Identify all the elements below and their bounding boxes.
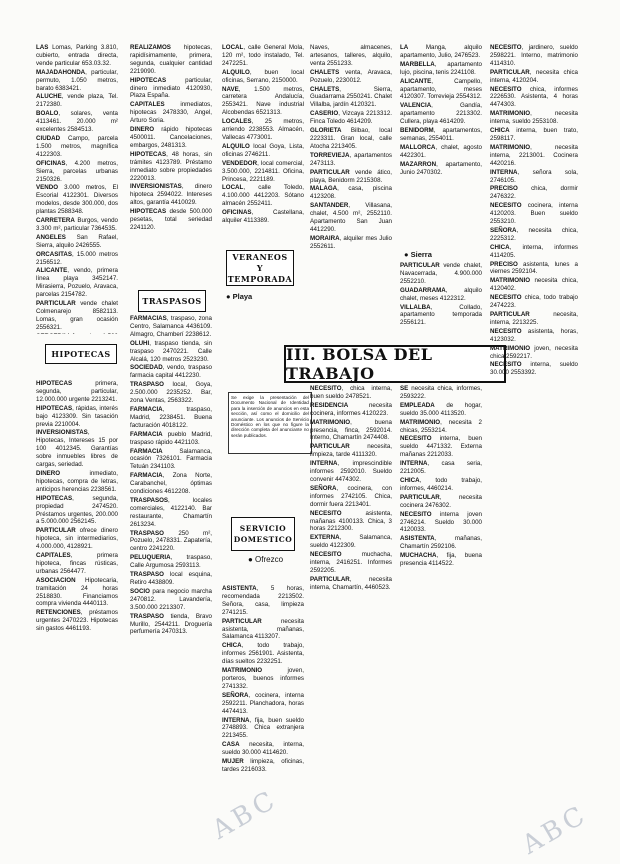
classified-ad: MATRIMONIO, necesita interna, 2213001. Cocinera 4420216. — [490, 143, 578, 167]
classified-ad: NECESITO interna, buen sueldo 4471332. Externa mañanas 2212033. — [400, 435, 482, 459]
classifieds-column-5-trabajo — [400, 385, 482, 860]
classified-ad: BOALO, solares, venta 4113461. 20.000 m² excelentes 2584513. — [36, 110, 118, 134]
classified-ad: Naves, almacenes, artesanos, talleres, alquilo, venta 2551233. — [310, 44, 392, 67]
classified-ad: NECESITO, jardinero, sueldo 2598221. Interno, matrimonio 4114310. — [490, 44, 578, 67]
classified-ad: OFICINAS, Castellana, alquiler 4113389. — [222, 209, 304, 225]
subsection-ofrezco: ● Ofrezco — [248, 555, 284, 564]
classified-ad: TRASPASO local, Goya, 2.500.000 2235252. Bar, zona Ventas, 2563322. — [130, 381, 212, 405]
classified-ad: PELUQUERIA, traspaso, Calle Argumosa 2593113. — [130, 554, 212, 570]
classified-ad: PARTICULAR, necesita cocinera 2476302. — [400, 493, 482, 509]
classified-ad: SE necesita chica, informes, 2593222. — [400, 385, 482, 400]
classified-ad: INTERNA, señora sola, 2746105. — [490, 168, 578, 184]
classified-ad: TRASPASOS, locales comerciales, 4122140. Bar restaurante, Chamartín 2613234. — [130, 496, 212, 528]
classified-ad: CHICA, interna, informes 4114205. — [490, 243, 578, 259]
classified-ad: PARTICULAR necesita asistenta, mañanas, Salamanca 4113207. — [222, 617, 304, 641]
classified-ad: RESIDENCIA necesita cocinera, informes 4120223. — [310, 401, 392, 417]
notice-box: Se exige la presentación del Documento Nacional de Identidad para la inserción de anuncios en esta sección, así como el domicilio del anunciante. Los anuncios de Servicio Doméstico en los que no figure la dirección completa del anunciante no serán publicados. — [228, 392, 312, 454]
classified-ad: ALUCHE, vende plaza, Tel. 2172380. — [36, 93, 118, 109]
classified-ad: CHICA, todo trabajo, informes 2561901. Asistenta, días sueltos 2232251. — [222, 642, 304, 666]
abc-watermark: ABC — [207, 784, 284, 846]
classified-ad: CAPITALES, primera hipoteca, fincas rústicas, urbanas 2564477. — [36, 552, 118, 575]
classified-ad: NECESITO asistenta, mañanas 4100133. Chica, 3 horas 2212300. — [310, 509, 392, 533]
classified-ad: PARTICULAR vende chalet, Navacerrada, 4.900.000 2552210. — [400, 262, 482, 285]
servicio-line-1: SERVICIO — [239, 524, 287, 533]
classified-ad: TRASPASO 250 m², Pozuelo, 2478331. Zapatería, centro 2241220. — [130, 529, 212, 553]
classified-ad: EMPLEADA de hogar, sueldo 35.000 4113520. — [400, 401, 482, 417]
classified-ad: HIPOTECAS particular, dinero inmediato 4120930, Plaza España. — [130, 76, 212, 100]
classified-ad: NECESITO asistenta, horas, 4123032. — [490, 327, 578, 343]
classified-ad: HIPOTECAS, rápidas, interés bajo 4123309. Sin tasación previa 2210004. — [36, 404, 118, 428]
classified-ad: LOCALES, 25 metros, arriendo 2238553. Almacén, Vallecas 4773001. — [222, 118, 304, 141]
classified-ad: MATRIMONIO necesita chica, 4120402. — [490, 277, 578, 293]
classified-ad: INVERSIONISTAS, dinero hipoteca 2594022. Intereses altos, garantía 4410029. — [130, 183, 212, 207]
classified-ad: MUJER limpieza, oficinas, tardes 2216033. — [222, 758, 304, 773]
classifieds-column-5-sierra — [400, 262, 482, 332]
servicio-line-2: DOMESTICO — [233, 535, 293, 544]
classified-ad: OLUHI, traspaso tienda, sin traspaso 2470221. Calle Alcalá, 120 metros 2523230. — [130, 339, 212, 363]
classified-ad: NECESITO interna joven 2746214. Sueldo 30.000 4120033. — [400, 510, 482, 534]
subsection-playa: ● Playa — [226, 292, 253, 301]
classifieds-column-2 — [130, 44, 212, 244]
classified-ad: MORAIRA, alquiler mes Julio 2552611. — [310, 234, 392, 250]
classifieds-column-4-trabajo — [310, 385, 392, 860]
classified-ad: LOCAL, calle Toledo, 4.100.000 4412203. Sótano almacén 2552411. — [222, 184, 304, 208]
classified-ad: CHICA interna, buen trato, 2598117. — [490, 127, 578, 142]
classified-ad: CARRETERA Burgos, vendo 3.300 m², particular 7364535. — [36, 217, 118, 232]
classified-ad: MALAGA, casa, piscina 4123208. — [310, 185, 392, 201]
classified-ad: MARBELLA, apartamento lujo, piscina, tenis 2241108. — [400, 60, 482, 76]
classified-ad: PRECISO asistenta, lunes a viernes 2592104. — [490, 260, 578, 276]
classified-ad: SOCIEDAD, vendo, traspaso farmacia capital 4412230. — [130, 364, 212, 380]
classified-ad: INTERNA, imprescindible informes 2592010. Sueldo convenir 4474302. — [310, 460, 392, 483]
classified-ad: PARTICULAR ofrece dinero hipoteca, sin intermediarios, 4.000.000, 4128921. — [36, 527, 118, 551]
classified-ad: SEÑORA, cocinera, con informes 2742105. Chica, dormir fuera 2213401. — [310, 484, 392, 508]
classifieds-column-6 — [490, 44, 578, 860]
classified-ad: HIPOTECAS desde 500.000 pesetas, total seriedad 2241120. — [130, 208, 212, 231]
classified-ad: INTERNA, fija, buen sueldo 2748893. Chica extranjera 2213455. — [222, 716, 304, 740]
classified-ad: ASISTENTA, mañanas, Chamartín 2592106. — [400, 535, 482, 551]
classified-ad: SEÑORA, necesita chica, 2225312. — [490, 226, 578, 242]
classified-ad: FARMACIA, traspaso, Madrid, 2238451. Buena facturación 4018122. — [130, 405, 212, 429]
classified-ad: GLORIETA Bilbao, local 2223311. Gran local, calle Atocha 2213405. — [310, 127, 392, 150]
classified-ad — [36, 333, 118, 334]
classified-ad: NECESITO interna, sueldo 30.000 2553392. — [490, 361, 578, 377]
veraneos-line-1: VERANEOS — [232, 251, 288, 262]
classified-ad: PARTICULAR necesita, limpieza, tarde 4111320. — [310, 443, 392, 459]
classified-ad: ALQUILO, buen local oficinas, Serrano, 2150000. — [222, 68, 304, 84]
section-heading-servicio-domestico — [231, 517, 295, 551]
classified-ad: ALICANTE, Campello, apartamento, meses 4120307. Torrevieja 2554312. — [400, 77, 482, 101]
section-heading-hipotecas: HIPOTECAS — [45, 344, 117, 364]
classified-ad: PRECISO chica, dormir 2476322. — [490, 185, 578, 201]
classified-ad: SOCIO para negocio marcha 2470812. Lavandería, 3.500.000 2213307. — [130, 587, 212, 611]
classified-ad: INTERNA, casa seria, 2212005. — [400, 460, 482, 476]
classified-ad: CHALETS venta, Aravaca, Pozuelo, 2230012. — [310, 68, 392, 84]
classified-ad: ALICANTE, vendo, primera línea playa 3452147. Mirasierra, Pozuelo, Aravaca, parcelas 2154782. — [36, 267, 118, 299]
classified-ad: NECESITO cocinera, interna 4120203. Buen sueldo 2553210. — [490, 202, 578, 226]
classified-ad: MATRIMONIO joven, necesita chica 2592217. — [490, 344, 578, 360]
classified-ad: MALLORCA, chalet, agosto 4422301. — [400, 143, 482, 159]
classified-ad: CHALETS, Sierra, Guadarrama 2550241. Chalet Villalba, jardín 4120321. — [310, 85, 392, 109]
classifieds-column-1-hipotecas — [36, 380, 118, 850]
classified-ad: VALENCIA, Gandía, apartamento 2213302. Cullera, playa 4614209. — [400, 102, 482, 126]
classified-ad: NECESITO, chica interna, buen sueldo 2478521. — [310, 385, 392, 400]
classified-ad: PARTICULAR vende ático, playa, Benidorm 2215308. — [310, 168, 392, 184]
classified-ad: MATRIMONIO, necesita interna, sueldo 2553108. — [490, 110, 578, 126]
abc-watermark: ABC — [517, 799, 594, 861]
classified-ad: NAVE, 1.500 metros, carretera Andalucía, 2553421. Nave industrial Alcobendas 6521313. — [222, 85, 304, 117]
classified-ad: LAS Lomas, Parking 3.810, cubierto, entrada directa, vende particular 653.03.32. — [36, 44, 118, 67]
classified-ad: TORREVIEJA, apartamentos 2473113. — [310, 151, 392, 167]
classified-ad: MATRIMONIO, buena presencia, finca, 2592014. Interno, Chamartín 2474408. — [310, 418, 392, 442]
classified-ad: ASOCIACION Hipotecaria, tramitación 24 horas 2518830. Financiamos compra vivienda 4440113. — [36, 576, 118, 608]
classified-ad: FARMACIA, Zona Norte, Carabanchel, óptimas condiciones 4612208. — [130, 472, 212, 496]
classified-ad: ORCASITAS, 15.000 metros 2156512. — [36, 250, 118, 266]
section-heading-veraneos — [226, 250, 294, 286]
classifieds-column-3 — [222, 44, 304, 254]
classified-ad: CHICA, todo trabajo, informes, 4460214. — [400, 476, 482, 492]
classified-ad: GUADARRAMA, alquilo chalet, meses 4122312. — [400, 286, 482, 302]
classified-ad: FARMACIAS, traspaso, zona Centro, Salamanca 4436109. Almagro, Chamberí 2238612. — [130, 315, 212, 338]
classified-ad: DINERO inmediato, hipotecas, compra de letras, anticipos herencias 2238561. — [36, 469, 118, 493]
classified-ad: PARTICULAR vende chalet Colmenarejo 8582113. Lomas, gran ocasión 2556321. — [36, 300, 118, 331]
classified-ad: DINERO rápido hipotecas 4500011. Cancelaciones, embargos, 2481313. — [130, 126, 212, 149]
classified-ad: LA Manga, alquilo apartamento, Julio, 2476523. — [400, 44, 482, 59]
classified-ad: MAJADAHONDA, particular, permuto, 1.050 metros, barato 6383421. — [36, 68, 118, 92]
classified-ad: RETENCIONES, préstamos urgentes 2470223. Hipotecas sin gastos 4461193. — [36, 609, 118, 633]
classified-ad: PARTICULAR, necesita interna, Chamartín, 4460523. — [310, 575, 392, 591]
veraneos-line-2: Y TEMPORADA — [227, 262, 293, 284]
section-heading-traspasos: TRASPASOS — [138, 290, 206, 312]
classified-ad: MAZARRON, apartamento, Junio 2470302. — [400, 160, 482, 176]
classified-ad: HIPOTECAS, 48 horas, sin trámites 4123789. Préstamo inmediato sobre propiedades 2220013. — [130, 150, 212, 182]
classified-ad: NECESITO muchacha, interna, 2416251. Informes 2592205. — [310, 551, 392, 574]
classified-ad: CIUDAD Campo, parcela 1.500 metros, magnífica 4122303. — [36, 134, 118, 158]
classified-ad: SEÑORA, cocinera, interna 2592211. Planchadora, horas 4474413. — [222, 691, 304, 715]
classified-ad: PARTICULAR necesita, interna, 2213225. — [490, 311, 578, 326]
classified-ad: ASISTENTA, 5 horas, recomendada 2213502. Señora, casa, limpieza 2741215. — [222, 585, 304, 616]
classified-ad: CASA necesita, interna, sueldo 30.000 4114620. — [222, 741, 304, 757]
classified-ad: MUCHACHA, fija, buena presencia 4114522. — [400, 552, 482, 568]
classifieds-column-4 — [310, 44, 392, 344]
classified-ad: ANGELES San Rafael, Sierra, alquilo 2426555. — [36, 233, 118, 249]
classified-ad: NECESITO chica, todo trabajo 2474223. — [490, 294, 578, 310]
classified-ad: CASERIO, Vizcaya 2213312. Finca Toledo 4614209. — [310, 110, 392, 126]
classified-ad: BENIDORM, apartamentos, semanas, 2554011. — [400, 127, 482, 142]
classified-ad: VILLALBA, Collado, apartamento temporada 2556121. — [400, 303, 482, 327]
classified-ad: FARMACIA Salamanca, ocasión 7326101. Farmacia Tetuán 2341103. — [130, 447, 212, 471]
classified-ad: INVERSIONISTAS, Hipotecas, Intereses 15 por 100 4012345. Garantías sobre inmuebles libres de cargas, seriedad. — [36, 429, 118, 469]
classified-ad: TRASPASO local esquina, Retiro 4438809. — [130, 571, 212, 586]
classified-ad: FARMACIA pueblo Madrid, traspaso rápido 4421103. — [130, 430, 212, 446]
classified-ad: HIPOTECAS primera, segunda, particular, 12.000.000 urgente 2213241. — [36, 380, 118, 403]
classifieds-column-5 — [400, 44, 482, 269]
section-heading-bolsa-del-trabajo: III. BOLSA DEL TRABAJO — [284, 345, 506, 383]
classified-ad: VENDEDOR, local comercial, 3.500.000, 2214811. Oficina, Princesa, 2221189. — [222, 159, 304, 183]
classified-ad: TRASPASO tienda, Bravo Murillo, 2544211. Droguería perfumería 2470313. — [130, 612, 212, 636]
classified-ad: NECESITO chica, informes 2226530. Asistenta, 4 horas 4474303. — [490, 85, 578, 109]
classified-ad: PARTICULAR, necesita chica interna, 4120204. — [490, 68, 578, 84]
classifieds-column-2-traspasos — [130, 315, 212, 855]
classified-ad: REALIZAMOS hipotecas, rapidísimamente, primera, segunda, cualquier cantidad 2219090. — [130, 44, 212, 75]
classified-ad: MATRIMONIO, necesita 2 chicas, 2553214. — [400, 418, 482, 434]
classified-ad: CAPITALES inmediatos, hipotecas 2478330, Angel, Arturo Soria. — [130, 101, 212, 125]
classifieds-column-1 — [36, 44, 118, 334]
classified-ad: MATRIMONIO joven, porteros, buenos informes 2741332. — [222, 667, 304, 690]
classified-ad: OFICINAS, 4.200 metros, Sierra, parcelas urbanas 2150326. — [36, 159, 118, 183]
classified-ad: EXTERNA, Salamanca, sueldo 4122309. — [310, 534, 392, 550]
classified-ad: VENDO 3.000 metros, El Escorial 4122301. Diversos modelos, desde 300.000, dos plantas 2588348. — [36, 184, 118, 216]
subsection-sierra: ● Sierra — [404, 250, 432, 259]
classified-ad: LOCAL, calle General Mola, 120 m², todo instalado, Tel. 2472251. — [222, 44, 304, 67]
classified-ad: HIPOTECAS, segunda, propiedad 2474520. Préstamos urgentes, 200.000 a 5.000.000 2562145. — [36, 494, 118, 526]
classified-ad: SANTANDER, Villasana, chalet, 4.500 m², 2552110. Apartamento San Juan 4412290. — [310, 202, 392, 233]
classified-ad: ALQUILO local Goya, Lista, oficinas 2746211. — [222, 142, 304, 158]
